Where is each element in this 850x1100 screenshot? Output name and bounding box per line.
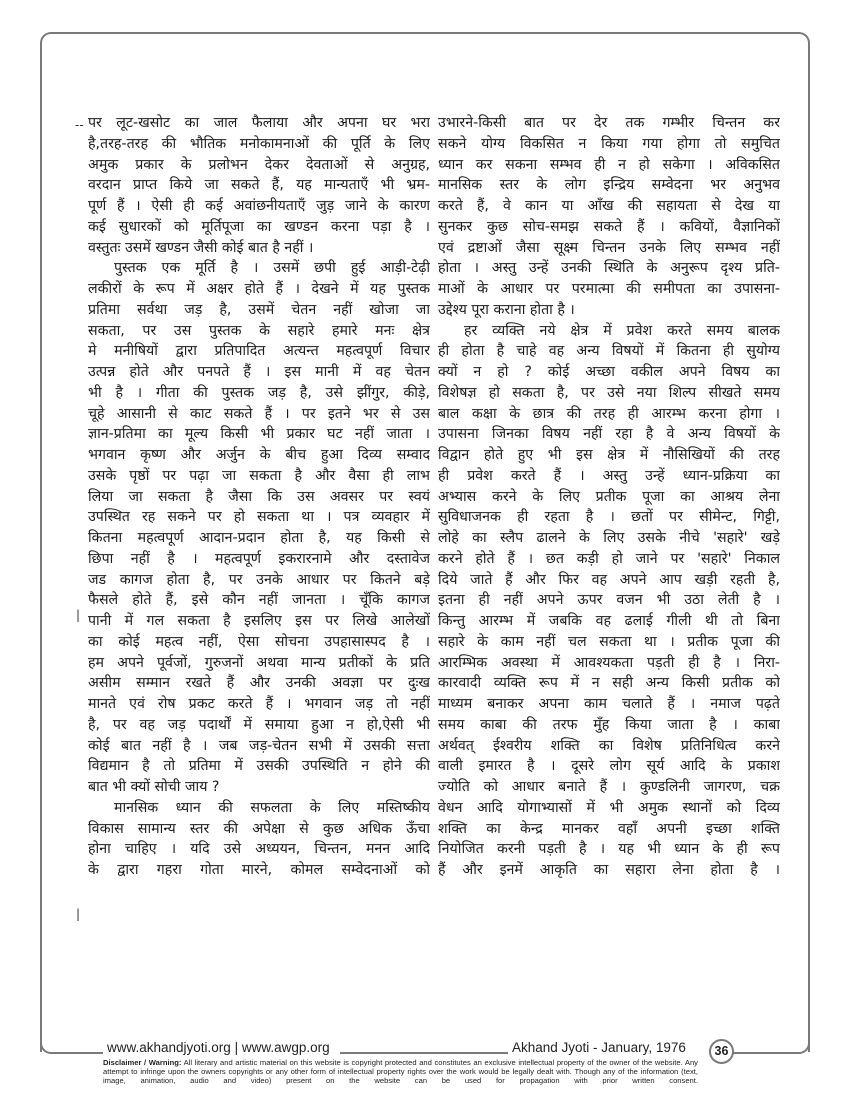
text-line: क्यों न हो ? कोई अच्छा वकील अपने विषय का [438,364,780,380]
text-line: ध्यान कर सकना सम्भव ही न हो सकेगा । अविकसित [438,156,780,173]
text-line: उपस्थित रह सकने पर हो सकता था । पत्र व्यवहार में [88,509,430,526]
article-column-left [88,113,430,881]
text-line: फैसले होते हैं, इसे कौन नहीं जानता । चूँकि कागज [88,592,430,609]
text-line: हर व्यक्ति नये क्षेत्र में प्रवेश करते समय बालक [464,322,780,339]
text-line: लोहे का स्लैप ढालने के लिए उसके नीचे 'सहारे' खड़े [438,530,780,546]
text-line: मानसिक ध्यान की सफलता के लिए मस्तिष्कीय [114,799,430,816]
text-line: सुनकर कुछ सोच-समझ सकते हैं । कवियों, वैज्ञानिकों [438,218,780,235]
footer-magazine-issue: Akhand Jyoti - January, 1976 [508,1041,690,1055]
text-line: उभारने-किसी बात पर देर तक गम्भीर चिन्तन कर [438,115,780,131]
text-line: है, पर वह जड़ पदार्थों में समाया हुआ न हो,ऐसी भी [88,716,430,733]
text-line: मानसिक स्तर के लोग इन्द्रिय सम्वेदना भर अनुभव [438,177,780,194]
text-line: पानी में गल सकता है इसलिए इस पर लिखे आलेखों [88,613,430,629]
text-line: होता । अस्तु उन्हें उनकी स्थिति के अनुरूप दृश्य प्रति- [438,260,780,277]
text-line: करते हैं, वे कान या आँख की सहायता से देख या [438,198,780,214]
text-line: मानते एवं रोष प्रकट करते हैं । भगवान जड़ तो नहीं [88,696,430,712]
text-line: उसके पृष्ठों पर पढ़ा जा सकता है और वैसा ही लाभ [88,467,430,484]
text-line: सकने योग्य विकसित न किया गया होगा तो समुचित [438,135,780,152]
text-line: जड कागज होता है, पर उनके आधार पर कितने बड़े [88,571,430,588]
text-line: कारवादी व्यक्ति रूप में न सही अन्य किसी प्रतीक को [438,675,780,692]
text-line: ही होता है चाहे वह अन्य विषयों में कितना ही सुयोग्य [438,343,780,360]
text-line: उत्पन्न होते और पनपते हैं । इस मानी में वह चेतन [88,364,430,380]
footer-rule-right [733,1052,799,1054]
text-line: बाल कक्षा के छात्र की तरह ही आरम्भ करना होगा । [438,405,780,422]
text-line: विद्वान होते हुए भी इस क्षेत्र में नौसिखियों की तरह [438,447,780,463]
text-line: सहारे के काम नहीं चल सकता था । प्रतीक पूजा की [438,633,780,650]
text-line: असीम सम्मान रखते हैं और उनकी अवज्ञा पर दुःख [88,675,430,692]
footer-websites[interactable]: www.akhandjyoti.org | www.awgp.org [103,1041,334,1055]
text-line: कोई बात नहीं है । जब जड़-चेतन सभी में उसकी सत्ता [88,737,430,754]
text-line: कई सुधारकों को मूर्तिपूजा का खण्डन करना पड़ा है । [88,218,430,235]
text-line: पुस्तक एक मूर्ति है । उसमें छपी हुई आड़ी-टेढ़ी [114,260,430,277]
text-line: दिये जाते हैं और फिर वह अपने आप खड़ी रहती है, [438,571,780,588]
text-line: वरदान प्राप्त किये जा सकते हैं, यह मान्यताएँ भी भ्रम- [88,177,430,194]
text-line: नियोजित करनी पड़ती है । यह भी ध्यान के ही रूप [438,841,780,858]
text-line: अभ्यास करने के लिए प्रतीक पूजा का आश्रय लेना [438,488,780,505]
text-line: विद्यमान है तो प्रतिमा में उसकी उपस्थिति न होने की [88,758,430,775]
text-line: एवं द्रष्टाओं जैसा सूक्ष्म चिन्तन उनके लिए सम्भव नहीं [438,239,780,256]
text-line: लिया जा सकता है जैसा कि उस अवसर पर स्वयं [88,488,430,505]
margin-tick-mark: | [76,608,81,622]
text-line: किन्तु आरम्भ में जबकि वह ढलाई गीली थी तो बिना [438,613,780,629]
text-line: कितना महत्वपूर्ण आदान-प्रदान होता है, यह किसी से [88,530,430,546]
text-line: पूर्ण हैं । ऐसी ही कई अवांछनीयताएँ जुड़ जाने के कारण [88,198,430,214]
text-line: पर लूट-खसोट का जाल फैलाया और अपना घर भरा [88,115,430,131]
article-column-right [438,113,780,881]
text-line: अर्थवत् ईश्वरीय शक्ति का विशेष प्रतिनिधित्व करने [438,737,780,754]
text-line: शक्ति का केन्द्र मानकर वहाँ अपनी इच्छा शक्ति [438,820,780,837]
text-line: छिपा नहीं है । महत्वपूर्ण इकरारनामे और दस्तावेज [88,550,430,567]
text-line: सुविधाजनक ही रहता है । छतों पर सीमेन्ट, गिट्टी, [438,509,780,526]
text-line: करने होते हैं । छत कड़ी हो जाने पर 'सहारे' निकाल [438,550,780,567]
text-line: है,तरह-तरह की भौतिक मनोकामनाओं की पूर्ति के लिए [88,135,430,152]
text-line: आरम्भिक अवस्था में आवश्यकता पड़ती ही है । निरा- [438,654,780,671]
text-line: लकीरों के रूप में अक्षर होते हैं । देखने में यह पुस्तक [88,281,430,297]
text-line: विशेषज्ञ हो सकता है, पर उसे नया शिल्प सीखते समय [438,384,780,401]
margin-tick-mark: | [76,907,81,921]
text-line: का कोई महत्व नहीं, ऐसा सोचना उपहासास्पद है । [88,633,430,650]
text-line: मे मनीषियों द्वारा प्रतिपादित अत्यन्त महत्वपूर्ण विचार [88,343,430,360]
text-line: माध्यम बनाकर अपना काम चलाते हैं । नमाज पढ़ते [438,696,780,712]
text-line: वस्तुतः उसमें खण्डन जैसी कोई बात है नहीं । [88,239,314,256]
text-line: ही प्रवेश करते हैं । अस्तु उन्हें ध्यान-प्रक्रिया का [438,467,780,484]
text-line: के द्वारा गहरा गोता मारने, कोमल सम्वेदनाओं को [88,862,430,878]
text-line: माओं के आधार पर परमात्मा की समीपता का उपासना- [438,281,780,297]
page-number-badge: 36 [709,1039,734,1064]
text-line: भगवान कृष्ण और अर्जुन के बीच हुआ दिव्य सम्वाद [88,447,430,463]
text-line: वेधन आदि योगाभ्यासों में भी अमुक स्थानों को दिव्य [438,799,780,816]
text-line: सकता, पर उस पुस्तक के सहारे हमारे मनः क्षेत्र [88,322,430,339]
footer-rule-middle [340,1052,515,1054]
text-line: ज्योति को आधार बनाते हैं । कुण्डलिनी जागरण, चक्र [438,779,780,795]
text-line: उपासना जिनका विषय नहीं रहा है वे अन्य विषयों के [438,426,780,443]
text-line: बात भी क्यों सोची जाय ? [88,779,220,795]
text-line: इतना ही नहीं अपने ऊपर वजन भी उठा लेती है । [438,592,780,609]
text-line: ज्ञान-प्रतिमा का मूल्य किसी भी प्रकार घट नहीं जाता । [88,426,430,443]
text-line: वाली इमारत है । दूसरे लोग सूर्य आदि के प्रकाश [438,758,780,775]
margin-dash-mark: -- [75,118,84,132]
footer-disclaimer [103,1058,698,1085]
text-line: हम अपने पूर्वजों, गुरुजनों अथवा मान्य प्रतीकों के प्रति [88,654,430,671]
text-line: समय काबा की तरफ मुँह किया जाता है । काबा [438,716,780,733]
text-line: उद्देश्य पूरा कराना होता है । [438,301,575,318]
text-line: हैं और इनमें आकृति का सहारा लेना होता है । [438,862,780,878]
text-line: होना चाहिए । यदि उसे अध्ययन, चिन्तन, मनन आदि [88,841,430,858]
text-line: प्रतिमा सर्वथा जड़ है, उसमें चेतन नहीं खोजा जा [88,301,430,318]
disclaimer-label: Disclaimer / Warning: [103,1058,182,1067]
text-line: भी है । गीता की पुस्तक जड़ है, उसे झींगुर, कीड़े, [88,384,430,401]
text-line: अमुक प्रकार के प्रलोभन देकर देवताओं से अनुग्रह, [88,156,430,173]
text-line: विकास सामान्य स्तर की अपेक्षा से कुछ अधिक ऊँचा [88,820,430,837]
disclaimer-text: All literary and artistic material on this website is copyright protected and constitutes an exclusive intellectual property of the owner of the website. Any attempt to infringe upon the owners copyrights or any other form of intellectual property rights over the work would be legally dealt with. Though any of the information (text, image, animation, audio and video) present on the website can be used for propagation with prior written consent. [103,1058,698,1085]
text-line: चूहे आसानी से काट सकते हैं । पर इतने भर से उस [88,405,430,422]
